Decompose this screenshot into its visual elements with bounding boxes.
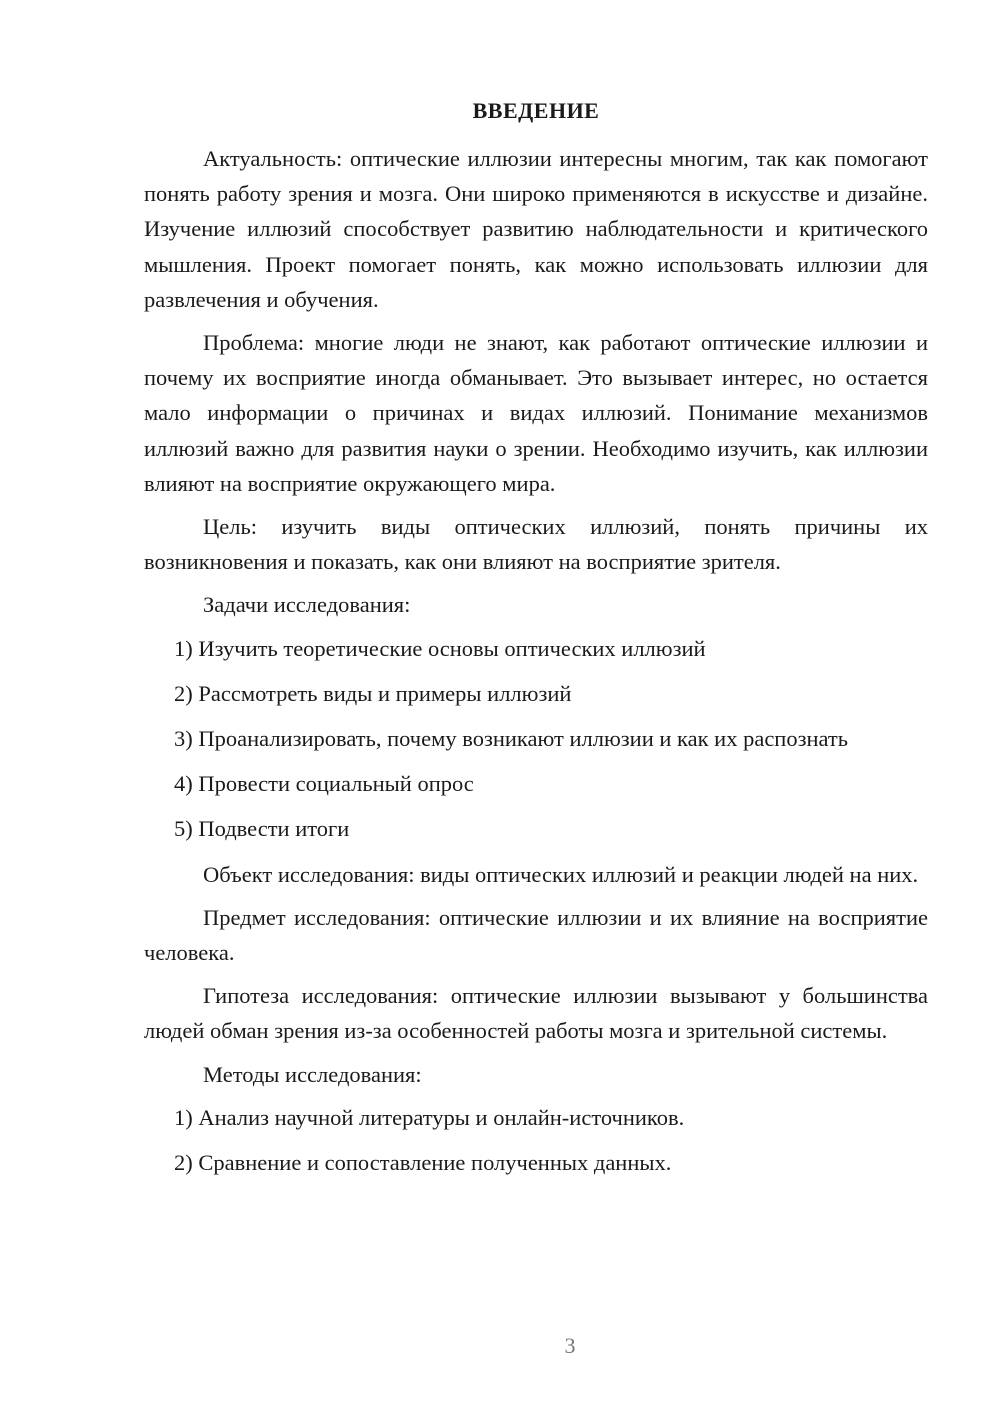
- goal-paragraph: Цель: изучить виды оптических иллюзий, понять причины их возникновения и показать, как они влияют на восприятие зрителя.: [144, 514, 928, 575]
- relevance-paragraph: Актуальность: оптические иллюзии интересны многим, так как помогают понять работу зрения и мозга. Они широко применяются в искусстве и дизайне. Изучение иллюзий способствует развитию наблюдательности и критического мышления. Проект помогает понять, как можно использовать иллюзии для развлечения и обучения.: [144, 146, 928, 312]
- task-item-5: 5) Подвести итоги: [174, 816, 350, 842]
- methods-list: [144, 1100, 928, 1180]
- method-item-1: 1) Анализ научной литературы и онлайн-источников.: [174, 1104, 685, 1130]
- task-item-1: 1) Изучить теоретические основы оптических иллюзий: [174, 635, 706, 661]
- page-number: 3: [564, 1333, 576, 1358]
- methods-heading: Методы исследования:: [203, 1061, 422, 1087]
- problem-paragraph: Проблема: многие люди не знают, как работают оптические иллюзии и почему их восприятие иногда обманывает. Это вызывает интерес, но остается мало информации о причинах и видах иллюзий. Понимание механизмов иллюзий важно для развития науки о зрении. Необходимо изучить, как иллюзии влияют на восприятие окружающего мира.: [144, 330, 928, 496]
- method-item-2: 2) Сравнение и сопоставление полученных данных.: [174, 1150, 672, 1176]
- task-item-4: 4) Провести социальный опрос: [174, 771, 474, 797]
- document-page: [144, 93, 928, 1190]
- task-item-2: 2) Рассмотреть виды и примеры иллюзий: [174, 680, 572, 706]
- object-paragraph: Объект исследования: виды оптических иллюзий и реакции людей на них.: [203, 861, 919, 887]
- task-item-3: 3) Проанализировать, почему возникают иллюзии и как их распознать: [174, 726, 849, 752]
- tasks-heading: Задачи исследования:: [203, 592, 411, 618]
- page-title: ВВЕДЕНИЕ: [472, 98, 600, 123]
- tasks-list: [144, 631, 928, 847]
- subject-paragraph: Предмет исследования: оптические иллюзии и их влияние на восприятие человека.: [144, 904, 928, 966]
- hypothesis-paragraph: Гипотеза исследования: оптические иллюзии вызывают у большинства людей обман зрения из-за особенностей работы мозга и зрительной системы.: [144, 983, 928, 1044]
